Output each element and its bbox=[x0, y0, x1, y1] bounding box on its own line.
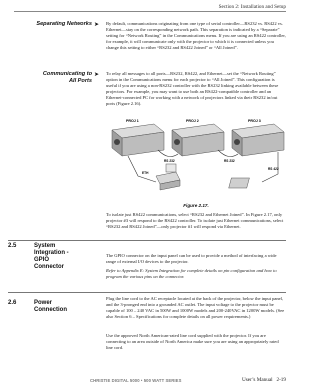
network-diagram bbox=[108, 116, 288, 200]
arrow-icon: ➤ bbox=[94, 21, 100, 28]
rs422-label: RS 422 bbox=[268, 167, 279, 171]
header-rule bbox=[14, 11, 286, 12]
power-cord-paragraph: Use the approved North American-rated line cord supplied with the projector. If you are connecting to an area outside of North America make sure you are using an appropriately rated line cord. bbox=[106, 333, 279, 351]
running-header: Section 2: Installation and Setup bbox=[218, 4, 286, 10]
all-ports-heading-line2: All Ports bbox=[68, 78, 92, 84]
power-paragraph: Plug the line cord to the AC receptacle located at the back of the projector, below the input panel, and the 3-pronged end into a grounded AC outlet. The input voltage to the projector must be capable of 100 – 240 VAC in 500W and 1000W models and 200-240VAC in 1200W models. (See also Section 6 – Specifications for complete details on all power requirements.) bbox=[106, 296, 285, 320]
proj2-label: PROJ 2 bbox=[186, 119, 199, 123]
rs422-controller bbox=[229, 178, 250, 188]
section-2-5-title-3: GPIO bbox=[34, 257, 50, 263]
projector-3 bbox=[232, 119, 284, 156]
eth-label: ETH bbox=[142, 171, 149, 175]
section-2-5-number: 2.5 bbox=[8, 243, 17, 249]
after-figure-paragraph: To isolate just RS422 communications, select “RS232 and Ethernet Joined”. In Figure 2.17, only projector #3 will respond to the RS422 controller. To isolate just Ethernet communications, select “RS232 and RS422 Joined”—only projector #1 will respond via Ethernet. bbox=[106, 212, 284, 230]
section-2-6-title-2: Connection bbox=[34, 307, 67, 313]
rs232-label-a: RS 232 bbox=[164, 159, 175, 163]
arrow-icon: ➤ bbox=[94, 71, 100, 78]
gpio-reference-paragraph: Refer to Appendix E: System Integration for complete details on pin configuration and how to program the various pins on the connector. bbox=[106, 268, 277, 280]
figure-caption: Figure 2.17. bbox=[183, 203, 209, 208]
separating-networks-heading: Separating Networks bbox=[36, 21, 92, 27]
footer-manual-label: User’s Manual bbox=[242, 377, 273, 383]
all-ports-paragraph: To relay all messages to all ports—RS232, RS422, and Ethernet—set the “Network Routing” option in the Communications menu for each projector to “All Joined”. This configuration is useful if you are using a non-RS232 controller with the RS232 linking available between these projectors. For example, you may want to use both an RS422-compatible controller and an Ethernet-connected PC for working with a network of projectors linked via their RS232 in/out ports (Figure 2.16). bbox=[106, 71, 279, 107]
section-2-6-title-1: Power bbox=[34, 300, 53, 306]
section-2-6-number: 2.6 bbox=[8, 300, 17, 306]
rs232-label-b: RS 232 bbox=[224, 159, 235, 163]
proj1-label: PROJ 1 bbox=[126, 119, 139, 123]
projector-1 bbox=[112, 119, 164, 156]
ethernet-pc bbox=[156, 164, 180, 190]
section-rule bbox=[8, 292, 286, 293]
section-2-5-title-1: System bbox=[34, 243, 56, 249]
footer-product-code: CHRISTIE DIGITAL 5000 • 500 WATT SERIES bbox=[90, 378, 182, 383]
footer-manual-page bbox=[242, 377, 286, 383]
separating-networks-paragraph: By default, communications originating from one type of serial controller—RS232 vs. RS422 vs. Ethernet—stay on the corresponding network path. This separation is indicated by a “Separate” setting for “Network Routing” in the Communications menu. If you are using an RS422 controller, for example, it will communicate only with the projector to which it is connected unless you change this setting to either “RS232 and RS422 Joined” or “All Joined”. bbox=[106, 21, 286, 51]
section-2-5-title-4: Connector bbox=[34, 264, 64, 270]
proj3-label: PROJ 3 bbox=[248, 119, 261, 123]
section-2-5-title-2: Integration - bbox=[34, 250, 69, 256]
all-ports-heading-line1: Communicating to bbox=[42, 71, 92, 77]
footer-page-number: 2-19 bbox=[276, 377, 286, 383]
projector-2 bbox=[172, 119, 224, 156]
gpio-paragraph: The GPIO connector on the input panel can be used to provide a method of interfacing a wide range of external I/O devices to the projector. bbox=[106, 253, 277, 265]
section-rule bbox=[8, 240, 286, 241]
